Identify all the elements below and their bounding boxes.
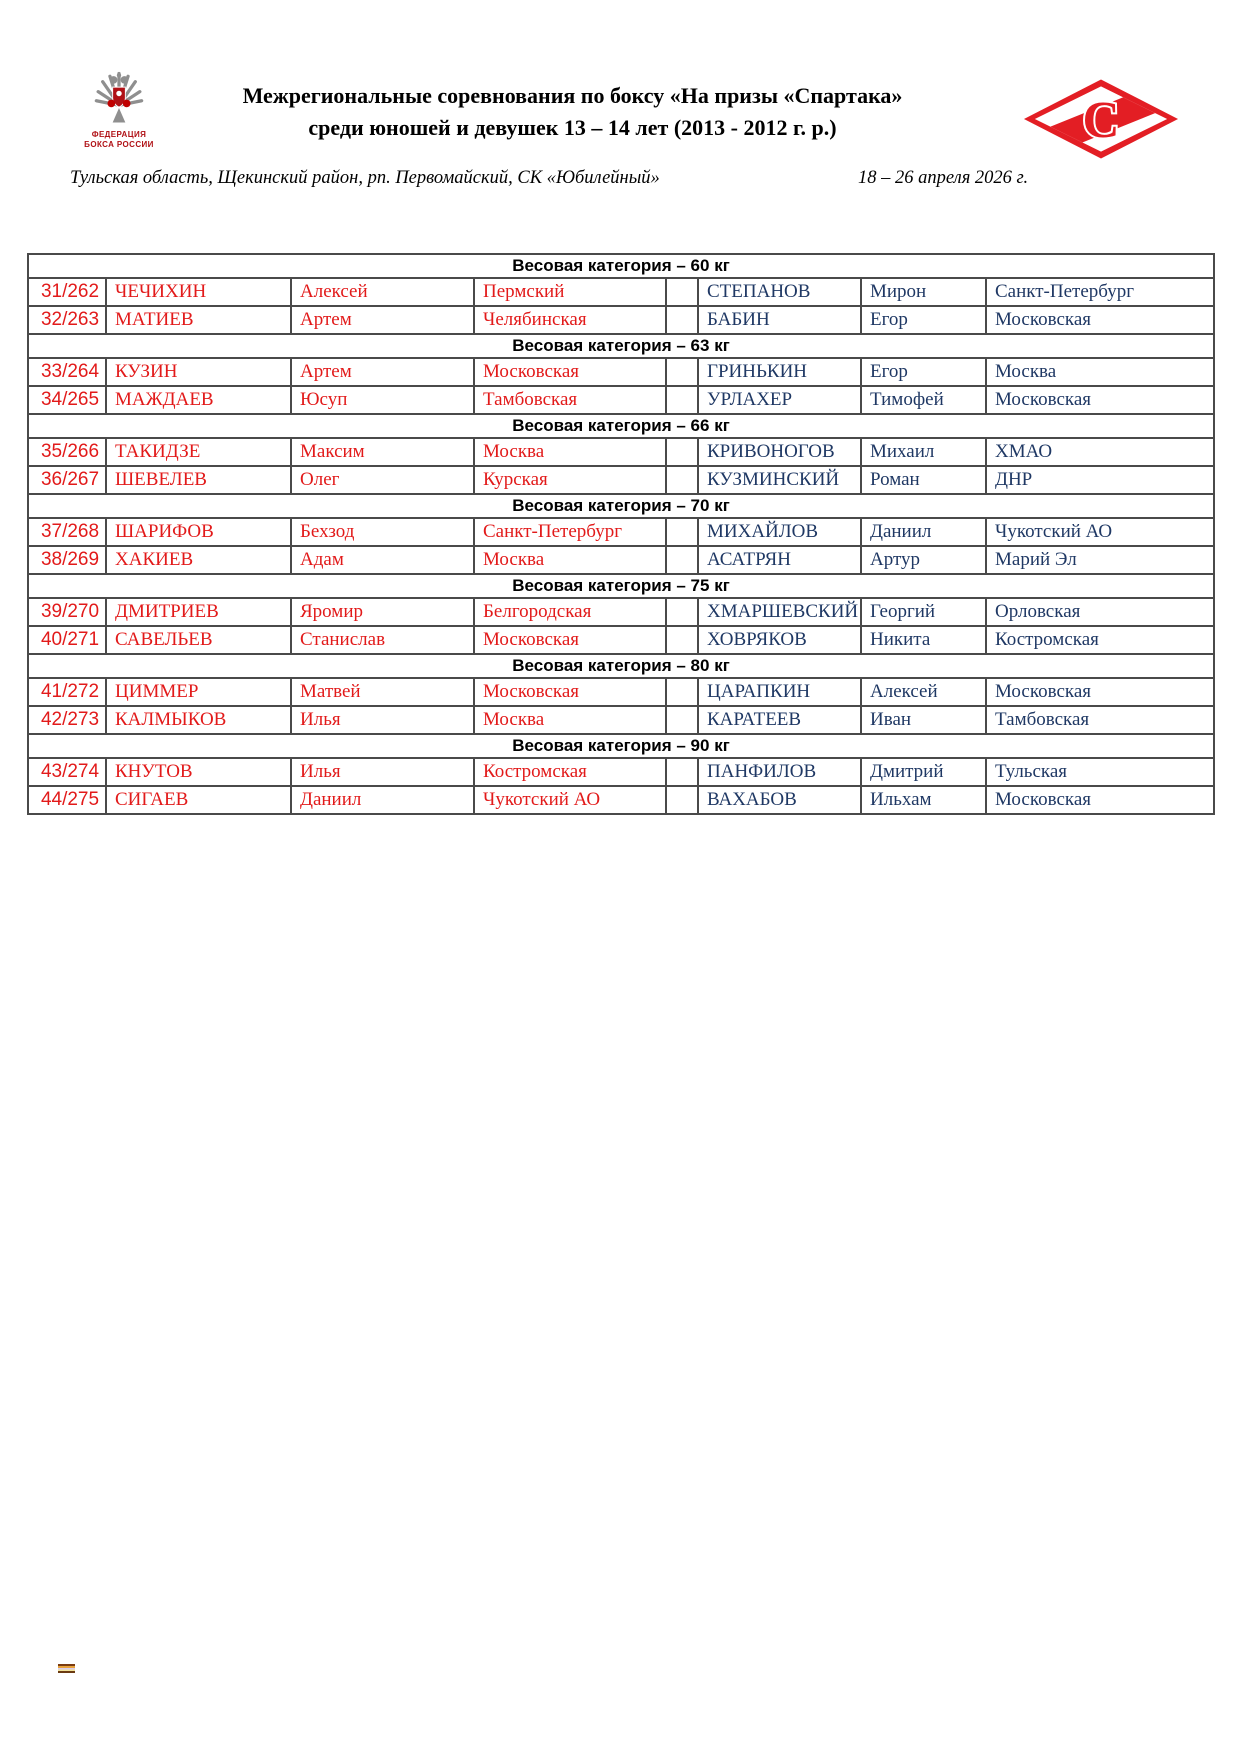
bout-number: 37/268	[28, 518, 106, 546]
corner-separator	[666, 466, 698, 494]
red-name: Матвей	[291, 678, 474, 706]
red-surname: ТАКИДЗЕ	[106, 438, 291, 466]
red-surname: ХАКИЕВ	[106, 546, 291, 574]
red-region: Чукотский АО	[474, 786, 666, 814]
bout-number: 34/265	[28, 386, 106, 414]
weight-category-row	[28, 414, 1214, 438]
blue-surname: АСАТРЯН	[698, 546, 861, 574]
bout-row	[28, 386, 1214, 414]
venue-text: Тульская область, Щекинский район, рп. Первомайский, СК «Юбилейный»	[70, 168, 660, 188]
red-surname: КАЛМЫКОВ	[106, 706, 291, 734]
red-name: Алексей	[291, 278, 474, 306]
pairings-table-body	[28, 254, 1214, 814]
federation-caption-line1: ФЕДЕРАЦИЯ	[91, 130, 147, 139]
blue-region: Санкт-Петербург	[986, 278, 1214, 306]
bout-row	[28, 758, 1214, 786]
bout-row	[28, 598, 1214, 626]
red-name: Артем	[291, 358, 474, 386]
red-region: Москва	[474, 706, 666, 734]
red-name: Яромир	[291, 598, 474, 626]
blue-name: Никита	[861, 626, 986, 654]
corner-separator	[666, 706, 698, 734]
bout-number: 43/274	[28, 758, 106, 786]
bout-number: 33/264	[28, 358, 106, 386]
blue-surname: ВАХАБОВ	[698, 786, 861, 814]
blue-name: Дмитрий	[861, 758, 986, 786]
red-surname: ШЕВЕЛЕВ	[106, 466, 291, 494]
red-name: Юсуп	[291, 386, 474, 414]
bout-number: 41/272	[28, 678, 106, 706]
red-name: Илья	[291, 706, 474, 734]
spartak-letter: С	[1082, 91, 1120, 149]
blue-region: Марий Эл	[986, 546, 1214, 574]
spartak-logo-icon	[1022, 76, 1180, 162]
pairings-table	[27, 253, 1215, 815]
federation-caption-line2: БОКСА РОССИИ	[84, 139, 154, 149]
bout-row	[28, 306, 1214, 334]
weight-category-label: Весовая категория – 75 кг	[28, 574, 1214, 598]
bout-row	[28, 278, 1214, 306]
red-region: Белгородская	[474, 598, 666, 626]
bout-row	[28, 466, 1214, 494]
corner-separator	[666, 358, 698, 386]
red-name: Олег	[291, 466, 474, 494]
red-name: Илья	[291, 758, 474, 786]
bout-number: 36/267	[28, 466, 106, 494]
bout-number: 31/262	[28, 278, 106, 306]
bout-row	[28, 438, 1214, 466]
blue-name: Даниил	[861, 518, 986, 546]
blue-surname: УРЛАХЕР	[698, 386, 861, 414]
corner-separator	[666, 386, 698, 414]
weight-category-label: Весовая категория – 60 кг	[28, 254, 1214, 278]
corner-separator	[666, 598, 698, 626]
bout-number: 40/271	[28, 626, 106, 654]
bout-row	[28, 358, 1214, 386]
blue-surname: ГРИНЬКИН	[698, 358, 861, 386]
weight-category-label: Весовая категория – 70 кг	[28, 494, 1214, 518]
bout-row	[28, 626, 1214, 654]
red-surname: ДМИТРИЕВ	[106, 598, 291, 626]
blue-name: Егор	[861, 358, 986, 386]
blue-region: Московская	[986, 678, 1214, 706]
blue-region: Костромская	[986, 626, 1214, 654]
blue-region: Орловская	[986, 598, 1214, 626]
blue-surname: ХОВРЯКОВ	[698, 626, 861, 654]
red-region: Тамбовская	[474, 386, 666, 414]
page-footer-mark	[58, 1664, 75, 1673]
red-region: Челябинская	[474, 306, 666, 334]
weight-category-row	[28, 654, 1214, 678]
blue-region: Тамбовская	[986, 706, 1214, 734]
blue-name: Георгий	[861, 598, 986, 626]
bout-row	[28, 678, 1214, 706]
red-surname: ЧЕЧИХИН	[106, 278, 291, 306]
red-name: Адам	[291, 546, 474, 574]
blue-surname: КАРАТЕЕВ	[698, 706, 861, 734]
bout-row	[28, 546, 1214, 574]
corner-separator	[666, 678, 698, 706]
corner-separator	[666, 786, 698, 814]
bout-row	[28, 786, 1214, 814]
double-eagle-emblem-icon	[90, 68, 148, 128]
red-name: Артем	[291, 306, 474, 334]
red-region: Костромская	[474, 758, 666, 786]
bout-row	[28, 518, 1214, 546]
title-line-1: Межрегиональные соревнования по боксу «На призы «Спартака»	[242, 83, 903, 108]
bout-number: 42/273	[28, 706, 106, 734]
weight-category-label: Весовая категория – 90 кг	[28, 734, 1214, 758]
red-name: Станислав	[291, 626, 474, 654]
blue-surname: КУЗМИНСКИЙ	[698, 466, 861, 494]
red-region: Московская	[474, 358, 666, 386]
blue-region: Москва	[986, 358, 1214, 386]
corner-separator	[666, 278, 698, 306]
red-surname: КНУТОВ	[106, 758, 291, 786]
blue-name: Егор	[861, 306, 986, 334]
corner-separator	[666, 626, 698, 654]
blue-region: Московская	[986, 386, 1214, 414]
corner-separator	[666, 438, 698, 466]
blue-region: ДНР	[986, 466, 1214, 494]
weight-category-row	[28, 734, 1214, 758]
blue-name: Михаил	[861, 438, 986, 466]
red-surname: СИГАЕВ	[106, 786, 291, 814]
red-region: Москва	[474, 546, 666, 574]
blue-name: Иван	[861, 706, 986, 734]
corner-separator	[666, 306, 698, 334]
blue-name: Алексей	[861, 678, 986, 706]
weight-category-row	[28, 334, 1214, 358]
page-title	[150, 80, 995, 144]
weight-category-row	[28, 574, 1214, 598]
blue-region: Тульская	[986, 758, 1214, 786]
red-region: Московская	[474, 626, 666, 654]
bout-number: 39/270	[28, 598, 106, 626]
blue-surname: СТЕПАНОВ	[698, 278, 861, 306]
blue-region: ХМАО	[986, 438, 1214, 466]
corner-separator	[666, 546, 698, 574]
red-surname: КУЗИН	[106, 358, 291, 386]
red-name: Бехзод	[291, 518, 474, 546]
red-region: Курская	[474, 466, 666, 494]
weight-category-label: Весовая категория – 80 кг	[28, 654, 1214, 678]
blue-region: Московская	[986, 306, 1214, 334]
blue-surname: ПАНФИЛОВ	[698, 758, 861, 786]
blue-name: Артур	[861, 546, 986, 574]
red-surname: МАТИЕВ	[106, 306, 291, 334]
blue-surname: ЦАРАПКИН	[698, 678, 861, 706]
blue-name: Роман	[861, 466, 986, 494]
dates-text: 18 – 26 апреля 2026 г.	[858, 168, 1029, 188]
title-line-2: среди юношей и девушек 13 – 14 лет (2013 - 2012 г. р.)	[308, 114, 837, 140]
bout-number: 38/269	[28, 546, 106, 574]
red-surname: ШАРИФОВ	[106, 518, 291, 546]
blue-name: Тимофей	[861, 386, 986, 414]
red-name: Даниил	[291, 786, 474, 814]
blue-region: Чукотский АО	[986, 518, 1214, 546]
weight-category-label: Весовая категория – 63 кг	[28, 334, 1214, 358]
blue-surname: КРИВОНОГОВ	[698, 438, 861, 466]
bout-number: 35/266	[28, 438, 106, 466]
bout-number: 44/275	[28, 786, 106, 814]
weight-category-label: Весовая категория – 66 кг	[28, 414, 1214, 438]
red-name: Максим	[291, 438, 474, 466]
blue-name: Мирон	[861, 278, 986, 306]
blue-name: Ильхам	[861, 786, 986, 814]
bout-number: 32/263	[28, 306, 106, 334]
red-region: Пермский	[474, 278, 666, 306]
corner-separator	[666, 518, 698, 546]
red-surname: САВЕЛЬЕВ	[106, 626, 291, 654]
bout-row	[28, 706, 1214, 734]
blue-region: Московская	[986, 786, 1214, 814]
blue-surname: МИХАЙЛОВ	[698, 518, 861, 546]
red-region: Санкт-Петербург	[474, 518, 666, 546]
red-region: Москва	[474, 438, 666, 466]
corner-separator	[666, 758, 698, 786]
weight-category-row	[28, 494, 1214, 518]
weight-category-row	[28, 254, 1214, 278]
blue-surname: ХМАРШЕВСКИЙ	[698, 598, 861, 626]
boxing-federation-logo	[84, 68, 154, 149]
red-surname: МАЖДАЕВ	[106, 386, 291, 414]
red-region: Московская	[474, 678, 666, 706]
red-surname: ЦИММЕР	[106, 678, 291, 706]
blue-surname: БАБИН	[698, 306, 861, 334]
